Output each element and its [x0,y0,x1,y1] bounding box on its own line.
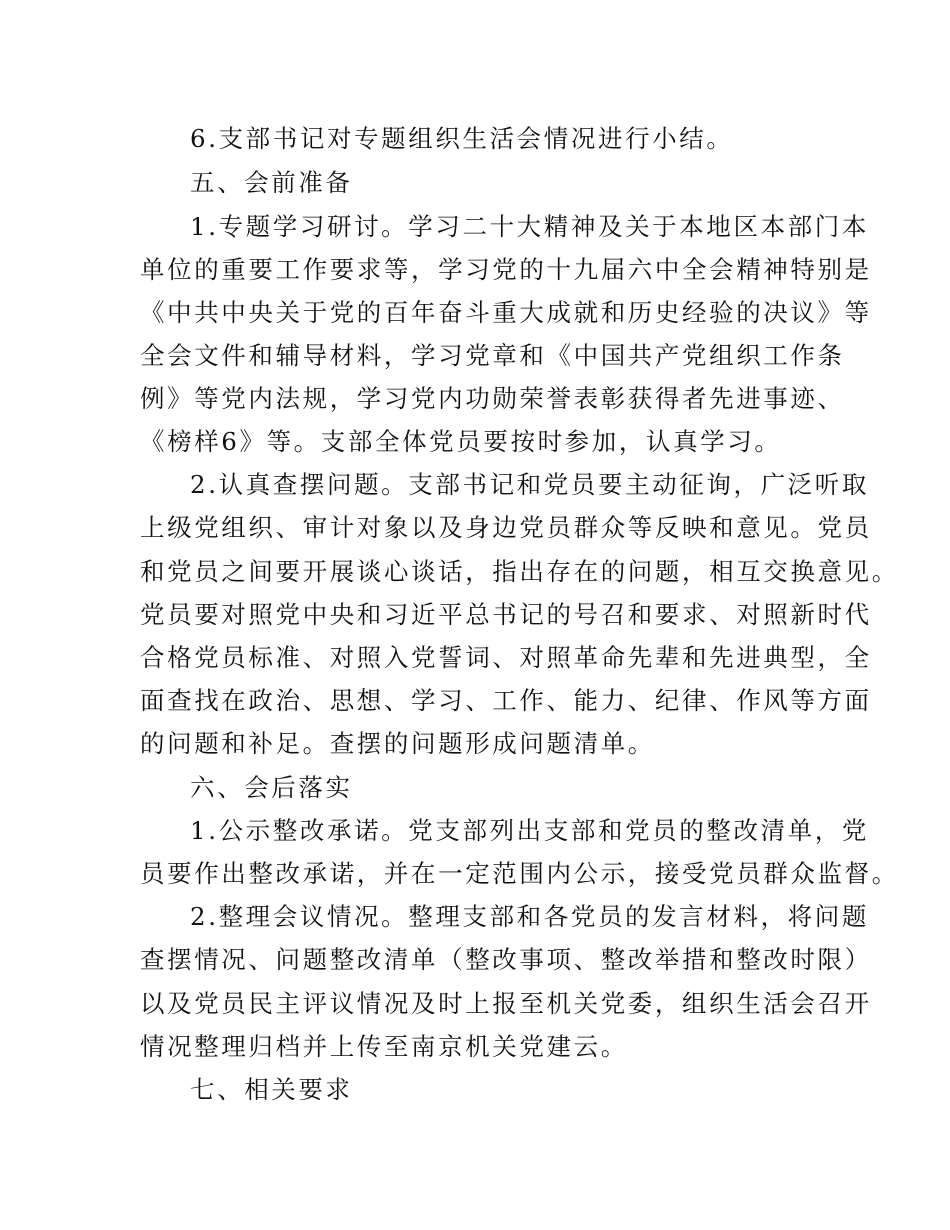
text-line: 例》等党内法规，学习党内功勋荣誉表彰获得者先进事迹、 [140,384,845,413]
text-line: 合格党员标准、对照入党誓词、对照革命先辈和先进典型，全 [140,643,872,672]
section-heading: 六、会后落实 [190,773,353,802]
text-line: 2.认真查摆问题。支部书记和党员要主动征询，广泛听取 [190,470,869,499]
text-line: 全会文件和辅导材料，学习党章和《中国共产党组织工作条 [140,341,845,370]
text-line: 2.整理会议情况。整理支部和各党员的发言材料，将问题 [190,902,869,931]
text-line: 查摆情况、问题整改清单（整改事项、整改举措和整改时限） [140,945,872,974]
text-line: 上级党组织、审计对象以及身边党员群众等反映和意见。党员 [140,513,872,542]
text-line: 情况整理归档并上传至南京机关党建云。 [140,1032,628,1061]
text-line: 党员要对照党中央和习近平总书记的号召和要求、对照新时代 [140,600,872,629]
text-line: 1.公示整改承诺。党支部列出支部和党员的整改清单，党 [190,816,869,845]
text-line: 单位的重要工作要求等，学习党的十九届六中全会精神特别是 [140,255,872,284]
text-line: 和党员之间要开展谈心谈话，指出存在的问题，相互交换意见。 [140,557,899,586]
text-line: 1.专题学习研讨。学习二十大精神及关于本地区本部门本 [190,212,869,241]
section-heading: 五、会前准备 [190,168,353,197]
text-line: 以及党员民主评议情况及时上报至机关党委，组织生活会召开 [140,989,872,1018]
text-line: 《中共中央关于党的百年奋斗重大成就和历史经验的决议》等 [140,298,872,327]
text-line: 面查找在政治、思想、学习、工作、能力、纪律、作风等方面 [140,686,872,715]
text-line: 6.支部书记对专题组织生活会情况进行小结。 [190,124,734,153]
text-line: 《榜样6》等。支部全体党员要按时参加，认真学习。 [140,427,782,456]
section-heading: 七、相关要求 [190,1075,353,1104]
text-line: 的问题和补足。查摆的问题形成问题清单。 [140,729,655,758]
text-line: 员要作出整改承诺，并在一定范围内公示，接受党员群众监督。 [140,859,899,888]
